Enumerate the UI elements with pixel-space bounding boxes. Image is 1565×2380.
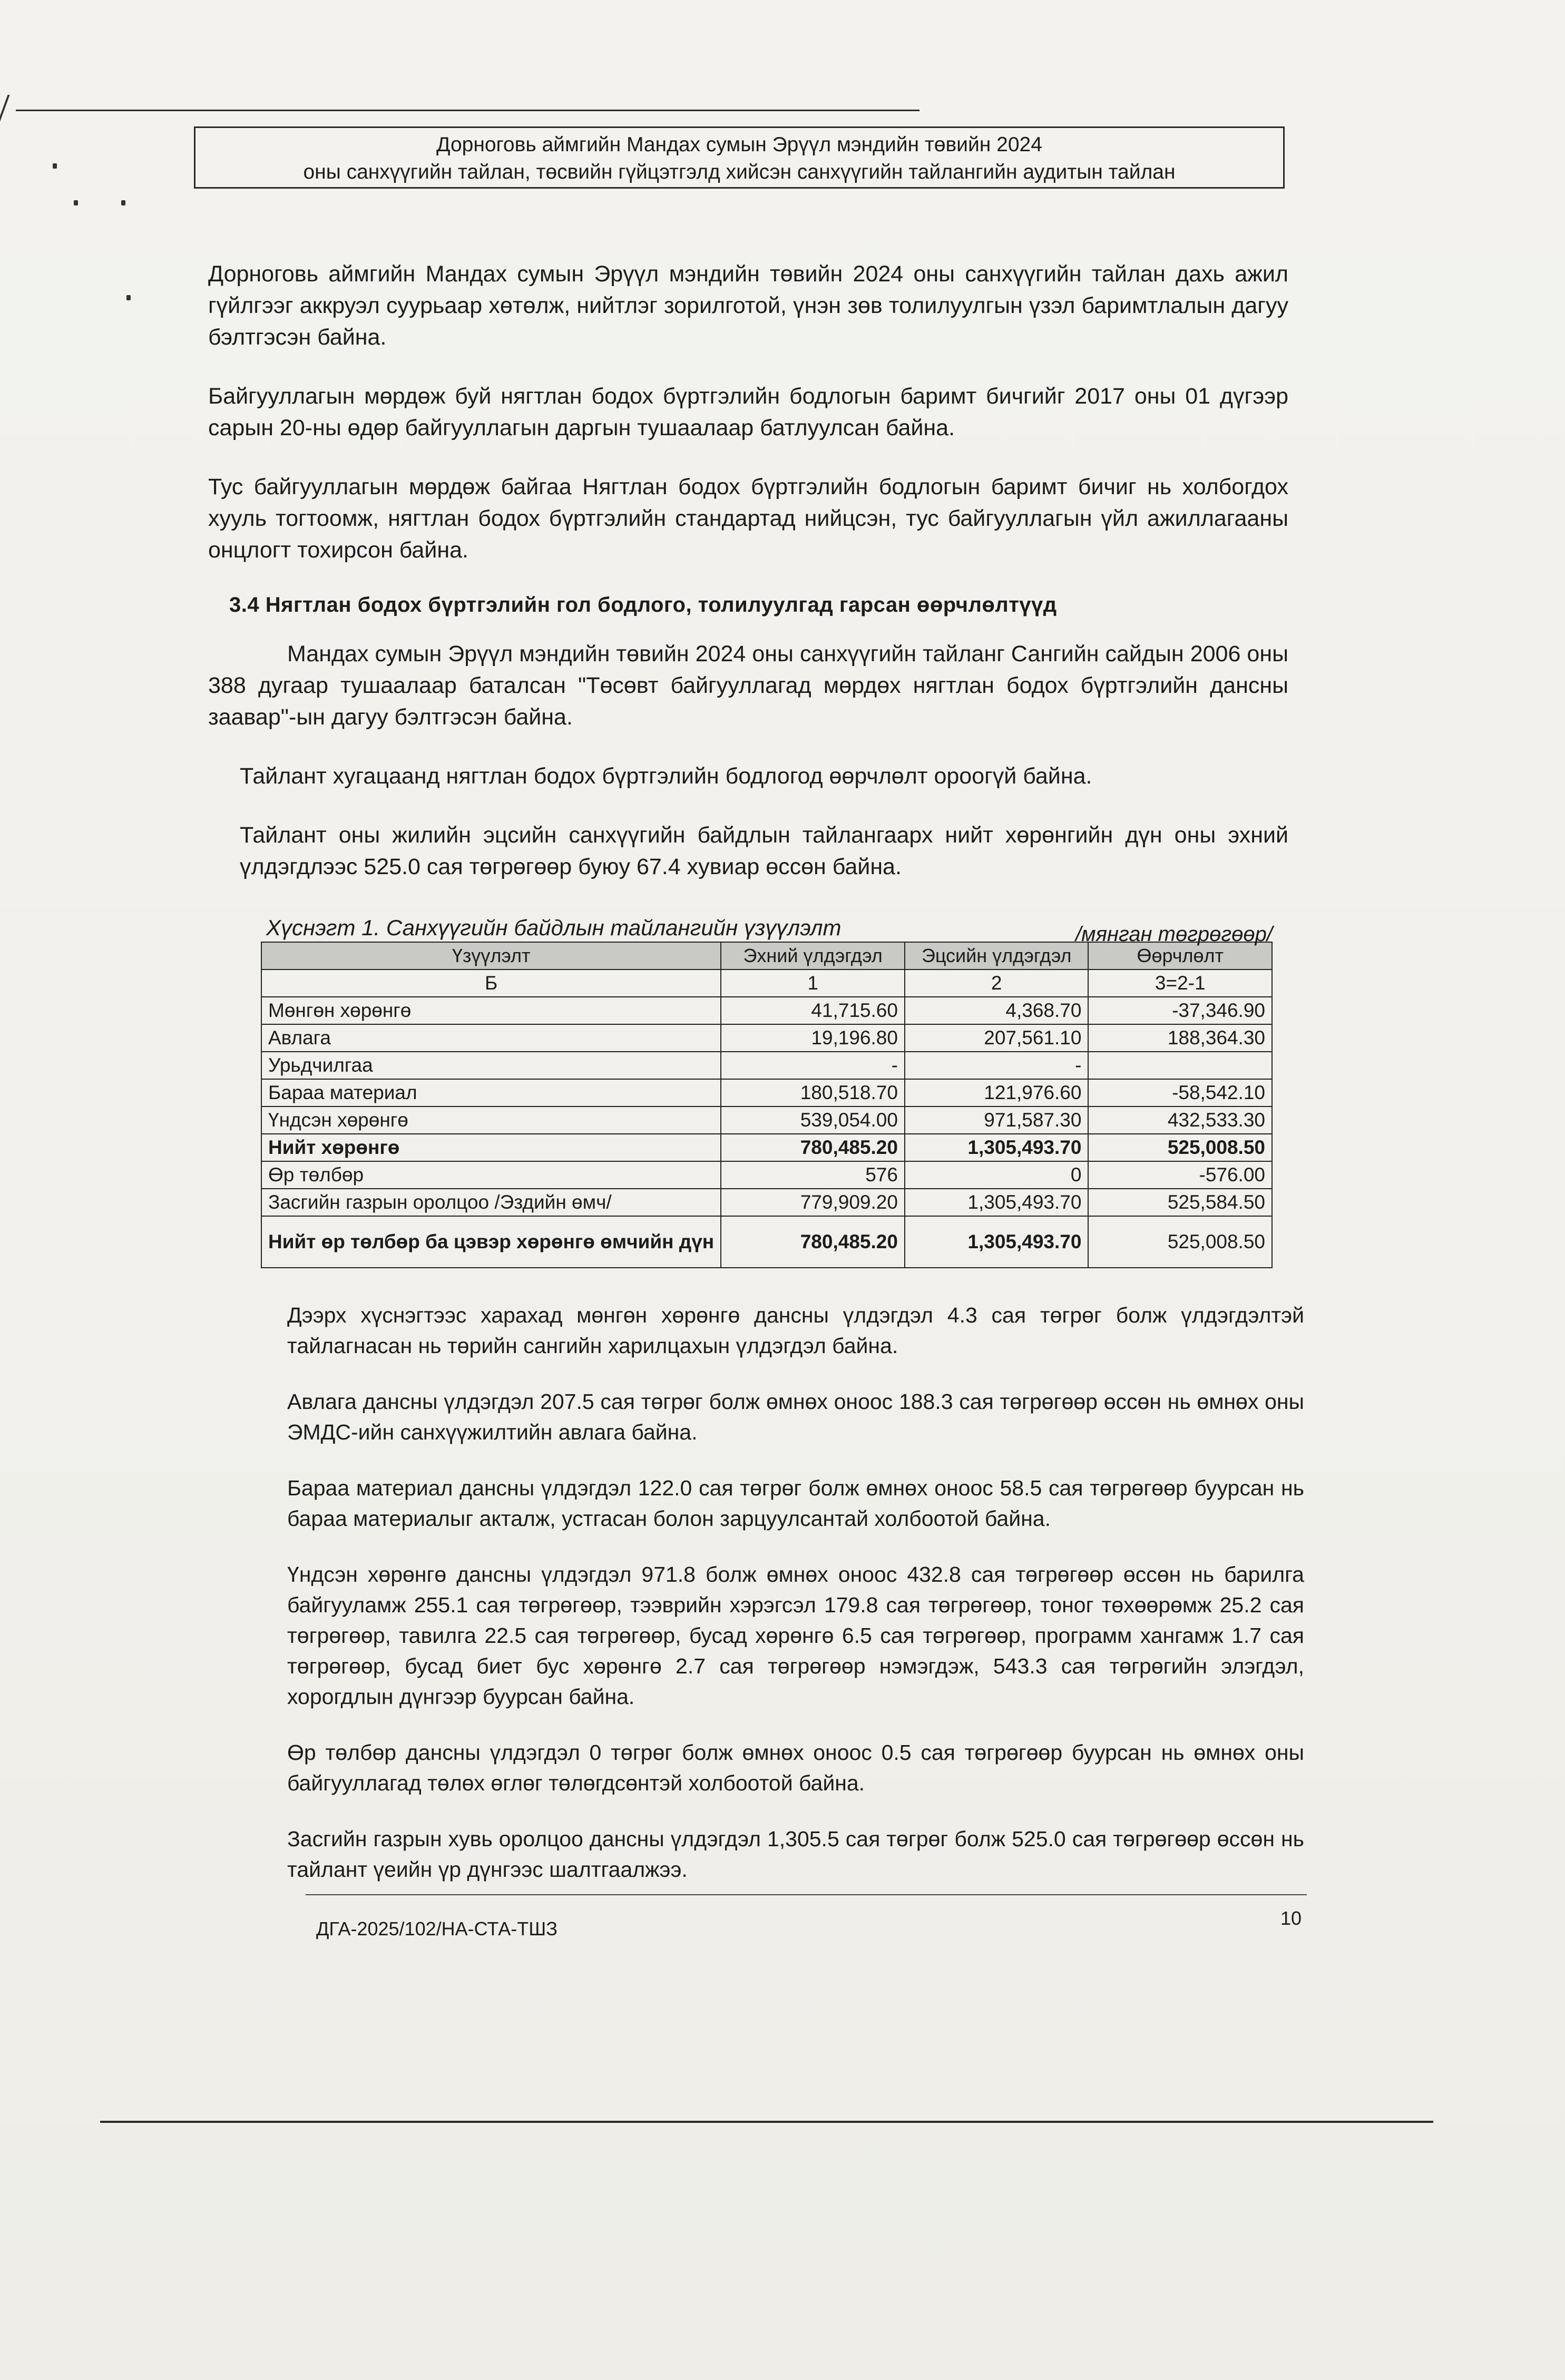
analysis-section bbox=[287, 1300, 1304, 1885]
table-caption: Хүснэгт 1. Санхүүгийн байдлын тайлангийн үзүүлэлт bbox=[266, 915, 842, 940]
cell-opening: 780,485.20 bbox=[721, 1134, 905, 1161]
row-label: Засгийн газрын оролцоо /Эздийн өмч/ bbox=[261, 1189, 721, 1216]
cell-change: -58,542.10 bbox=[1088, 1079, 1272, 1106]
table-caption-row bbox=[208, 910, 1288, 946]
subheader-cell: 1 bbox=[721, 969, 905, 997]
row-label: Бараа материал bbox=[261, 1079, 721, 1106]
cell-closing: 207,561.10 bbox=[905, 1024, 1089, 1052]
financial-position-table bbox=[261, 942, 1273, 1268]
table-row bbox=[261, 1106, 1272, 1134]
margin-dot bbox=[126, 295, 131, 300]
cell-opening: 780,485.20 bbox=[721, 1216, 905, 1268]
cell-closing: 971,587.30 bbox=[905, 1106, 1089, 1134]
table-row-total bbox=[261, 1216, 1272, 1268]
cell-closing: 1,305,493.70 bbox=[905, 1216, 1089, 1268]
cell-change: 525,008.50 bbox=[1088, 1134, 1272, 1161]
table-row bbox=[261, 1052, 1272, 1079]
table-row-total-assets bbox=[261, 1134, 1272, 1161]
paragraph: Дээрх хүснэгтээс харахад мөнгөн хөрөнгө дансны үлдэгдэл 4.3 сая төгрөг болж үлдэгдэлтэй тайлагнасан нь төрийн сангийн харилцахын үлдэгдэл байна. bbox=[287, 1303, 1304, 1358]
paragraph: Авлага дансны үлдэгдэл 207.5 сая төгрөг болж өмнөх оноос 188.3 сая төгрөгөөр өссөн нь өмнөх оны ЭМДС-ийн санхүүжилтийн авлага байна. bbox=[287, 1389, 1304, 1444]
cell-closing: 1,305,493.70 bbox=[905, 1134, 1089, 1161]
paragraph: Бараа материал дансны үлдэгдэл 122.0 сая төгрөг болж өмнөх оноос 58.5 сая төгрөгөөр буурсан нь бараа материалыг акталж, устгасан болон зарцуулсантай холбоотой байна. bbox=[287, 1476, 1304, 1531]
main-content bbox=[208, 258, 1304, 1910]
header-cell: Эхний үлдэгдэл bbox=[721, 942, 905, 969]
row-label: Нийт өр төлбөр ба цэвэр хөрөнгө өмчийн дүн bbox=[261, 1216, 721, 1268]
cell-closing: 1,305,493.70 bbox=[905, 1189, 1089, 1216]
margin-dot bbox=[53, 163, 57, 169]
row-label: Үндсэн хөрөнгө bbox=[261, 1106, 721, 1134]
paragraph: Тайлант оны жилийн эцсийн санхүүгийн байдлын тайлангаарх нийт хөрөнгийн дүн оны эхний үлдэгдлээс 525.0 сая төгрөгөөр буюу 67.4 хувиар өссөн байна. bbox=[240, 822, 1288, 879]
paragraph: Тус байгууллагын мөрдөж байгаа Нягтлан бодох бүртгэлийн бодлогын баримт бичиг нь холбогдох хууль тогтоомж, нягтлан бодох бүртгэлийн стандартад нийцсэн, тус байгууллагын үйл ажиллагааны онцлогт тохирсон байна. bbox=[208, 474, 1288, 563]
table-row bbox=[261, 1079, 1272, 1106]
margin-dot bbox=[121, 200, 125, 205]
paragraph: Үндсэн хөрөнгө дансны үлдэгдэл 971.8 болж өмнөх оноос 432.8 сая төгрөгөөр өссөн нь барилга байгууламж 255.1 сая төгрөгөөр, тээврийн хэрэгсэл 179.8 сая төгрөгөөр, тоног төхөөрөмж 25.2 сая төгрөгөөр, тавилга 22.5 сая төгрөгөөр, бусад хөрөнгө 6.5 сая төгрөгөөр, программ хангамж 1.7 сая төгрөгөөр, бусад биет бус хөрөнгө 2.7 сая төгрөгөөр нэмэгдэж, 543.3 сая төгрөгийн элэгдэл, хорогдлын дүнгээр буурсан байна. bbox=[287, 1562, 1304, 1709]
table-subheader-row bbox=[261, 969, 1272, 997]
paragraph: Байгууллагын мөрдөж буй нягтлан бодох бүртгэлийн бодлогын баримт бичгийг 2017 оны 01 дүгээр сарын 20-ны өдөр байгууллагын даргын тушаалаар батлуулсан байна. bbox=[208, 384, 1288, 440]
cell-closing: 121,976.60 bbox=[905, 1079, 1089, 1106]
table-row bbox=[261, 1161, 1272, 1189]
paragraph: Засгийн газрын хувь оролцоо дансны үлдэгдэл 1,305.5 сая төгрөг болж 525.0 сая төгрөгөөр өссөн нь тайлант үеийн үр дүнгээс шалтгаалжээ. bbox=[287, 1827, 1304, 1882]
bottom-rule bbox=[100, 2121, 1433, 2123]
margin-dot bbox=[74, 200, 78, 205]
row-label: Урьдчилгаа bbox=[261, 1052, 721, 1079]
table-unit: /мянган төгрөгөөр/ bbox=[1075, 923, 1273, 946]
cell-change: -37,346.90 bbox=[1088, 997, 1272, 1024]
cell-change bbox=[1088, 1052, 1272, 1079]
cell-opening: 576 bbox=[721, 1161, 905, 1189]
cell-opening: 180,518.70 bbox=[721, 1079, 905, 1106]
cell-change: 525,008.50 bbox=[1088, 1216, 1272, 1268]
top-rule bbox=[16, 110, 920, 111]
paragraph: Мандах сумын Эрүүл мэндийн төвийн 2024 оны санхүүгийн тайланг Сангийн сайдын 2006 оны 388 дугаар тушаалаар баталсан "Төсөвт байгууллагад мөрдөх нягтлан бодох бүртгэлийн дансны заавар"-ын дагуу бэлтгэсэн байна. bbox=[208, 641, 1288, 730]
header-cell: Өөрчлөлт bbox=[1088, 942, 1272, 969]
cell-opening: - bbox=[721, 1052, 905, 1079]
cell-opening: 779,909.20 bbox=[721, 1189, 905, 1216]
row-label: Авлага bbox=[261, 1024, 721, 1052]
cell-opening: 539,054.00 bbox=[721, 1106, 905, 1134]
cell-opening: 41,715.60 bbox=[721, 997, 905, 1024]
header-line-1: Дорноговь аймгийн Мандах сумын Эрүүл мэндийн төвийн 2024 bbox=[436, 133, 1042, 156]
table-row bbox=[261, 1024, 1272, 1052]
table-row bbox=[261, 997, 1272, 1024]
row-label: Нийт хөрөнгө bbox=[261, 1134, 721, 1161]
section-title: 3.4 Нягтлан бодох бүртгэлийн гол бодлого, толилуулгад гарсан өөрчлөлтүүд bbox=[229, 593, 1057, 616]
page-number: 10 bbox=[1280, 1907, 1302, 1929]
cell-opening: 19,196.80 bbox=[721, 1024, 905, 1052]
row-label: Өр төлбөр bbox=[261, 1161, 721, 1189]
paragraph: Өр төлбөр дансны үлдэгдэл 0 төгрөг болж өмнөх оноос 0.5 сая төгрөгөөр буурсан нь өмнөх оны байгууллагад төлөх өглөг төлөгдсөнтэй холбоотой байна. bbox=[287, 1740, 1304, 1795]
paragraph: Дорноговь аймгийн Мандах сумын Эрүүл мэндийн төвийн 2024 оны санхүүгийн тайлан дахь ажил гүйлгээг аккруэл суурьаар хөтөлж, нийтлэг зорилготой, үнэн зөв толилуулгын үзэл баримтлалын дагуу бэлтгэсэн байна. bbox=[208, 261, 1288, 350]
subheader-cell: 2 bbox=[905, 969, 1089, 997]
cell-closing: 4,368.70 bbox=[905, 997, 1089, 1024]
header-line-2: оны санхүүгийн тайлан, төсвийн гүйцэтгэлд хийсэн санхүүгийн тайлангийн аудитын тайлан bbox=[303, 161, 1176, 183]
cell-change: 432,533.30 bbox=[1088, 1106, 1272, 1134]
table-row bbox=[261, 1189, 1272, 1216]
cell-closing: - bbox=[905, 1052, 1089, 1079]
subheader-cell: Б bbox=[261, 969, 721, 997]
document-code: ДГА-2025/102/НА-СТА-ТШЗ bbox=[316, 1918, 557, 1940]
footer-rule bbox=[306, 1894, 1307, 1895]
cell-change: 525,584.50 bbox=[1088, 1189, 1272, 1216]
paragraph: Тайлант хугацаанд нягтлан бодох бүртгэлийн бодлогод өөрчлөлт ороогүй байна. bbox=[240, 763, 1092, 789]
row-label: Мөнгөн хөрөнгө bbox=[261, 997, 721, 1024]
page-edge-mark bbox=[0, 95, 52, 137]
report-header bbox=[194, 126, 1285, 189]
header-cell: Үзүүлэлт bbox=[261, 942, 721, 969]
subheader-cell: 3=2-1 bbox=[1088, 969, 1272, 997]
cell-change: -576.00 bbox=[1088, 1161, 1272, 1189]
header-cell: Эцсийн үлдэгдэл bbox=[905, 942, 1089, 969]
cell-closing: 0 bbox=[905, 1161, 1089, 1189]
cell-change: 188,364.30 bbox=[1088, 1024, 1272, 1052]
